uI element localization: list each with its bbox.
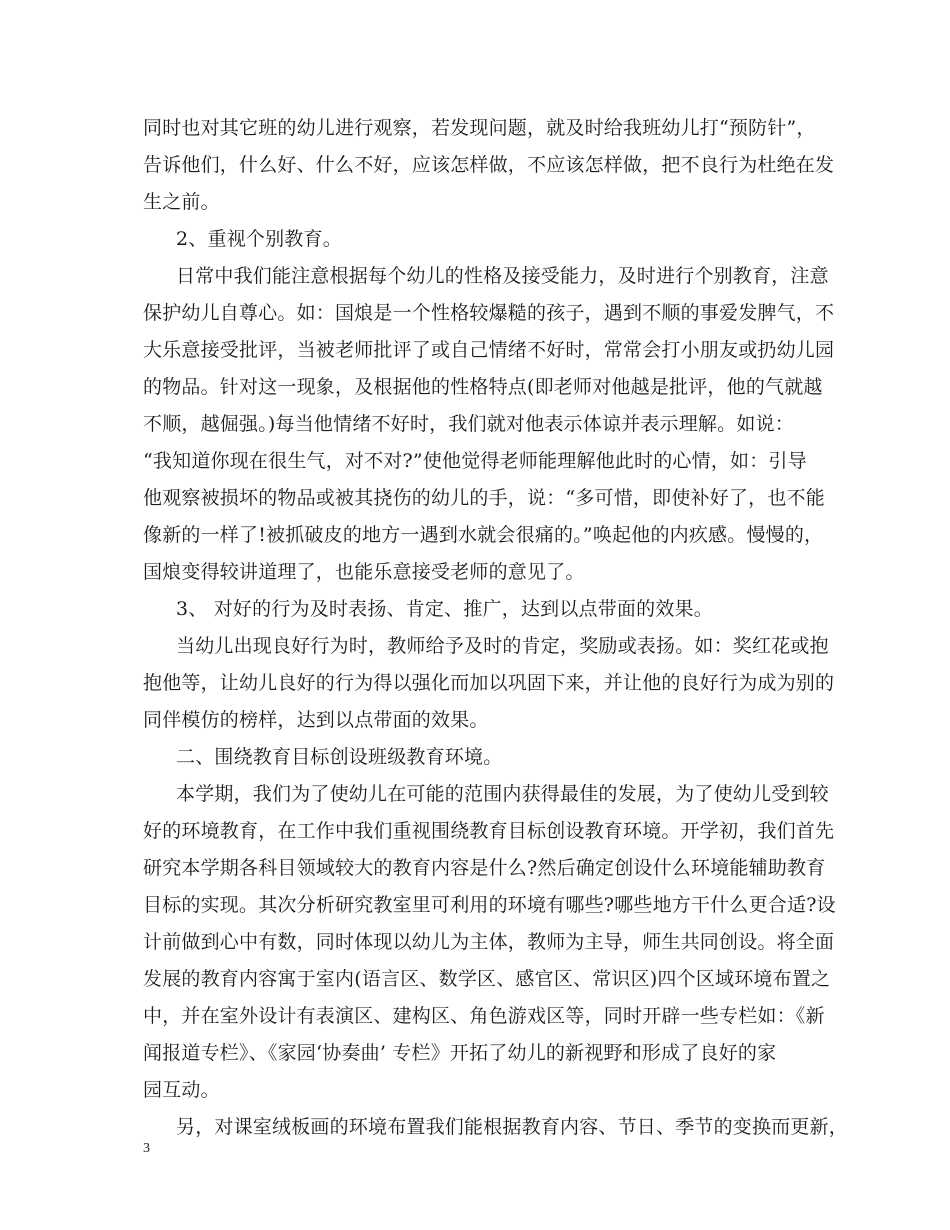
text-line: “我知道你现在很生气，对不对?”使他觉得老师能理解他此时的心情，如：引导 bbox=[143, 450, 807, 472]
text-line: 好的环境教育，在工作中我们重视围绕教育目标创设教育环境。开学初，我们首先 bbox=[143, 820, 835, 842]
text-line: 同时也对其它班的幼儿进行观察，若发现问题，就及时给我班幼儿打“预防针”， bbox=[143, 117, 816, 139]
section-heading: 二、围绕教育目标创设班级教育环境。 bbox=[176, 746, 503, 768]
section-heading: 3、 对好的行为及时表扬、肯定、推广，达到以点带面的效果。 bbox=[176, 598, 713, 620]
text-line: 闻报道专栏》、《家园‘协奏曲’ 专栏》开拓了幼儿的新视野和形成了良好的家 bbox=[143, 1042, 777, 1064]
section-heading: 2、重视个别教育。 bbox=[176, 228, 342, 250]
text-line: 日常中我们能注意根据每个幼儿的性格及接受能力，及时进行个别教育，注意 bbox=[176, 265, 829, 287]
text-line: 研究本学期各科目领域较大的教育内容是什么?然后确定创设什么环境能辅助教育 bbox=[143, 857, 826, 879]
text-line: 园互动。 bbox=[143, 1079, 220, 1101]
text-line: 不顺，越倔强。)每当他情绪不好时，我们就对他表示体谅并表示理解。如说： bbox=[143, 413, 794, 435]
page-number: 3 bbox=[143, 1141, 150, 1156]
text-line: 生之前。 bbox=[143, 191, 220, 213]
text-line: 的物品。针对这一现象，及根据他的性格特点(即老师对他越是批评，他的气就越 bbox=[143, 376, 823, 398]
text-line: 抱他等，让幼儿良好的行为得以强化而加以巩固下来，并让他的良好行为成为别的 bbox=[143, 672, 835, 694]
text-line: 当幼儿出现良好行为时，教师给予及时的肯定，奖励或表扬。如：奖红花或抱 bbox=[176, 635, 829, 657]
text-line: 同伴模仿的榜样，达到以点带面的效果。 bbox=[143, 709, 489, 731]
text-line: 发展的教育内容寓于室内(语言区、数学区、感官区、常识区)四个区域环境布置之 bbox=[143, 968, 831, 990]
text-line: 本学期，我们为了使幼儿在可能的范围内获得最佳的发展，为了使幼儿受到较 bbox=[176, 783, 829, 805]
text-line: 计前做到心中有数，同时体现以幼儿为主体，教师为主导，师生共同创设。将全面 bbox=[143, 931, 835, 953]
text-line: 他观察被损坏的物品或被其挠伤的幼儿的手，说：“多可惜，即使补好了，也不能 bbox=[143, 487, 825, 509]
text-line: 国烺变得较讲道理了，也能乐意接受老师的意见了。 bbox=[143, 561, 585, 583]
text-line: 另，对课室绒板画的环境布置我们能根据教育内容、节日、季节的变换而更新， bbox=[176, 1116, 849, 1138]
text-line: 目标的实现。其次分析研究教室里可利用的环境有哪些?哪些地方干什么更合适?设 bbox=[143, 894, 836, 916]
text-line: 大乐意接受批评，当被老师批评了或自己情绪不好时，常常会打小朋友或扔幼儿园 bbox=[143, 339, 835, 361]
text-line: 告诉他们，什么好、什么不好，应该怎样做，不应该怎样做，把不良行为杜绝在发 bbox=[143, 154, 835, 176]
text-line: 中，并在室外设计有表演区、建构区、角色游戏区等，同时开辟一些专栏如：《新 bbox=[143, 1005, 825, 1027]
text-line: 像新的一样了!被抓破皮的地方一遇到水就会很痛的。”唤起他的内疚感。慢慢的， bbox=[143, 524, 824, 546]
text-line: 保护幼儿自尊心。如：国烺是一个性格较爆糙的孩子，遇到不顺的事爱发脾气，不 bbox=[143, 302, 835, 324]
